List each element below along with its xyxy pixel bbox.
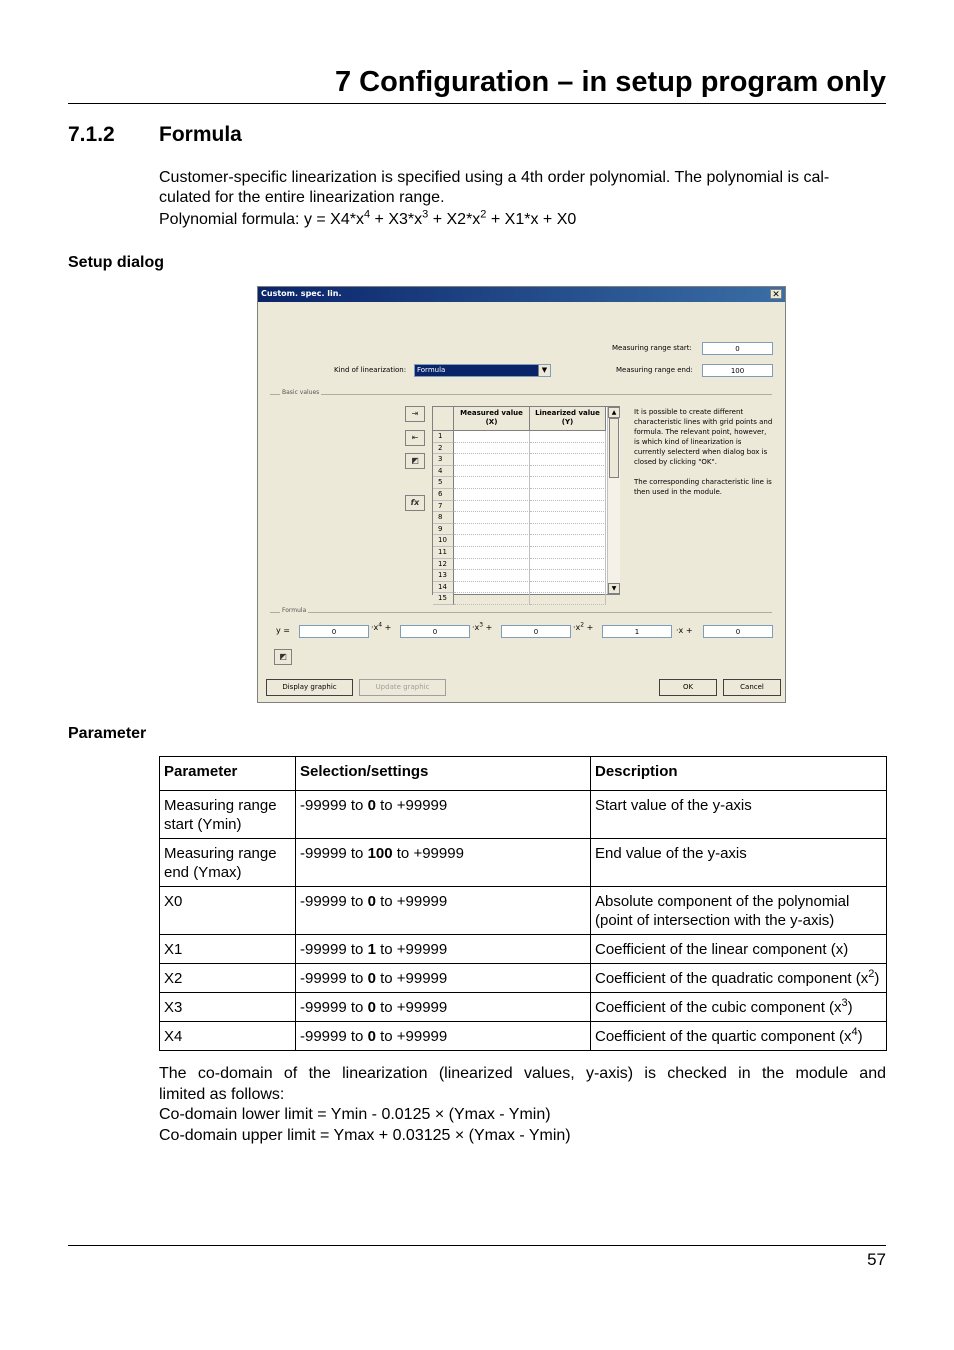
chart-icon: ◩ bbox=[411, 456, 419, 465]
grid-cell-y[interactable] bbox=[530, 431, 606, 443]
grid-cell-y[interactable] bbox=[530, 443, 606, 455]
insert-row-icon: ⇥ bbox=[411, 409, 419, 418]
range-max: to +99999 bbox=[375, 797, 448, 814]
grid-cell-x[interactable] bbox=[454, 477, 530, 489]
section-title: Formula bbox=[159, 123, 242, 146]
outro-line-4: Co-domain upper limit = Ymax + 0.03125 × (Ymax - Ymin) bbox=[159, 1126, 571, 1144]
formula-mid1: + X3*x bbox=[370, 211, 423, 228]
codomain-text bbox=[159, 1064, 886, 1146]
polynomial-formula bbox=[159, 210, 886, 230]
x1-op: ·x + bbox=[676, 626, 693, 635]
cell-selection bbox=[296, 964, 591, 993]
range-max: to +99999 bbox=[392, 845, 464, 862]
default-value: 100 bbox=[367, 845, 393, 862]
section-number: 7.1.2 bbox=[68, 123, 115, 146]
grid-cell-x[interactable] bbox=[454, 431, 530, 443]
range-min: -99999 to bbox=[300, 845, 368, 862]
grid-row-number: 12 bbox=[433, 559, 454, 571]
default-value: 0 bbox=[367, 970, 376, 987]
x2-op: ·x bbox=[573, 623, 581, 632]
grid-cell-y[interactable] bbox=[530, 477, 606, 489]
chevron-down-icon[interactable]: ▼ bbox=[538, 365, 550, 376]
info-text bbox=[634, 407, 774, 507]
x3-input[interactable] bbox=[400, 625, 470, 638]
scroll-down-icon[interactable]: ▼ bbox=[608, 583, 620, 594]
header-description: Description bbox=[591, 757, 887, 791]
cell-parameter: X4 bbox=[160, 1022, 296, 1051]
y-equals-label: y = bbox=[276, 626, 290, 635]
outro-line-1: The co-domain of the linearization (linearized values, y-axis) is checked in the module and bbox=[159, 1065, 886, 1082]
x4-op: ·x bbox=[371, 623, 379, 632]
grid-cell-y[interactable] bbox=[530, 466, 606, 478]
grid-cell-x[interactable] bbox=[454, 501, 530, 513]
range-start-input[interactable] bbox=[702, 342, 773, 355]
cell-selection bbox=[296, 1022, 591, 1051]
grid-cell-y[interactable] bbox=[530, 547, 606, 559]
plus-sign: + bbox=[384, 623, 392, 632]
cell-parameter: X2 bbox=[160, 964, 296, 993]
dialog-title: Custom. spec. lin. bbox=[261, 289, 342, 298]
x4-exp: 4 bbox=[378, 621, 383, 629]
default-value: 0 bbox=[367, 1028, 376, 1045]
header-selection: Selection/settings bbox=[296, 757, 591, 791]
table-row bbox=[160, 887, 887, 935]
cell-parameter: X0 bbox=[160, 887, 296, 935]
grid-cell-x[interactable] bbox=[454, 559, 530, 571]
chart-icon: ◩ bbox=[279, 652, 287, 661]
grid-cell-y[interactable] bbox=[530, 524, 606, 536]
grid-cell-x[interactable] bbox=[454, 593, 530, 605]
table-row bbox=[160, 935, 887, 964]
grid-col-x: Measured value (X) bbox=[454, 407, 530, 431]
kind-select[interactable] bbox=[414, 364, 551, 377]
range-max: to +99999 bbox=[375, 941, 448, 958]
kind-select-value: Formula bbox=[417, 366, 446, 374]
cell-description bbox=[591, 964, 887, 993]
parameter-table-body bbox=[160, 791, 887, 1051]
custom-spec-lin-dialog bbox=[257, 286, 786, 703]
range-max: to +99999 bbox=[375, 999, 448, 1016]
header-rule bbox=[68, 103, 886, 104]
grid-cell-x[interactable] bbox=[454, 454, 530, 466]
dialog-titlebar bbox=[258, 287, 785, 302]
grid-cell-y[interactable] bbox=[530, 535, 606, 547]
grid-row-number: 13 bbox=[433, 570, 454, 582]
range-min: -99999 to bbox=[300, 797, 368, 814]
description-text: Coefficient of the linear component (x) bbox=[595, 941, 849, 958]
cell-selection bbox=[296, 935, 591, 964]
range-end-input[interactable] bbox=[702, 364, 773, 377]
description-end: ) bbox=[847, 999, 853, 1016]
range-max: to +99999 bbox=[375, 970, 448, 987]
description-end: ) bbox=[857, 1028, 863, 1045]
formula-prefix: Polynomial formula: y = X4*x bbox=[159, 211, 364, 228]
grid-row-number: 9 bbox=[433, 524, 454, 536]
parameter-heading: Parameter bbox=[68, 725, 147, 742]
cell-description bbox=[591, 993, 887, 1022]
info-paragraph-1: It is possible to create different characteristic lines with grid points and formula. The relevant point, however, is which kind of linearization is currently selecterd when dialog box is closed by clicking "OK". bbox=[634, 408, 773, 466]
x4-input[interactable] bbox=[299, 625, 369, 638]
intro-line-2: culated for the entire linearization range. bbox=[159, 189, 445, 206]
function-button[interactable] bbox=[405, 495, 425, 511]
basic-values-grid[interactable] bbox=[432, 406, 620, 603]
description-text: Coefficient of the quartic component (x bbox=[595, 1028, 852, 1045]
grid-cell-x[interactable] bbox=[454, 512, 530, 524]
grid-cell-x[interactable] bbox=[454, 489, 530, 501]
description-text: End value of the y-axis bbox=[595, 845, 747, 862]
range-min: -99999 to bbox=[300, 999, 368, 1016]
description-end: ) bbox=[874, 970, 880, 987]
insert-row-button[interactable] bbox=[405, 406, 425, 422]
cell-parameter: X3 bbox=[160, 993, 296, 1022]
formula-chart-button[interactable] bbox=[274, 649, 292, 665]
default-value: 0 bbox=[367, 999, 376, 1016]
grid-row-number: 10 bbox=[433, 535, 454, 547]
description-text: Coefficient of the quadratic component (x bbox=[595, 970, 869, 987]
range-min: -99999 to bbox=[300, 941, 368, 958]
x2-term bbox=[573, 623, 593, 632]
grid-corner bbox=[433, 407, 454, 431]
cell-description bbox=[591, 1022, 887, 1051]
table-row bbox=[160, 839, 887, 887]
description-text: Absolute component of the polynomial (point of intersection with the y-axis) bbox=[595, 893, 850, 929]
scroll-up-icon[interactable]: ▲ bbox=[608, 407, 620, 418]
header-parameter: Parameter bbox=[160, 757, 296, 791]
grid-row-number: 3 bbox=[433, 454, 454, 466]
chart-button[interactable] bbox=[405, 453, 425, 469]
grid-row-number: 6 bbox=[433, 489, 454, 501]
description-exp: 3 bbox=[841, 997, 848, 1009]
cell-selection bbox=[296, 839, 591, 887]
cell-selection bbox=[296, 993, 591, 1022]
cell-description bbox=[591, 791, 887, 839]
scroll-thumb[interactable] bbox=[609, 418, 619, 478]
kind-label: Kind of linearization: bbox=[334, 366, 407, 374]
formula-exp3: 3 bbox=[422, 208, 429, 221]
grid-row-number: 1 bbox=[433, 431, 454, 443]
x1-input[interactable] bbox=[602, 625, 672, 638]
default-value: 0 bbox=[367, 797, 376, 814]
grid-cell-x[interactable] bbox=[454, 547, 530, 559]
cell-description bbox=[591, 887, 887, 935]
grid-cell-y[interactable] bbox=[530, 454, 606, 466]
cell-parameter: X1 bbox=[160, 935, 296, 964]
grid-row-number: 11 bbox=[433, 547, 454, 559]
range-max: to +99999 bbox=[375, 1028, 448, 1045]
delete-row-icon: ⇤ bbox=[411, 433, 419, 442]
update-graphic-button[interactable]: Update graphic bbox=[359, 679, 446, 696]
x0-input[interactable] bbox=[703, 625, 773, 638]
range-max: to +99999 bbox=[375, 893, 448, 910]
x3-op: ·x bbox=[472, 623, 480, 632]
outro-line-3: Co-domain lower limit = Ymin - 0.0125 × (Ymax - Ymin) bbox=[159, 1106, 551, 1123]
table-row bbox=[160, 791, 887, 839]
formula-exp2: 2 bbox=[480, 208, 487, 221]
description-exp: 2 bbox=[868, 968, 875, 980]
x2-exp: 2 bbox=[580, 621, 585, 629]
range-min: -99999 to bbox=[300, 970, 368, 987]
grid-scrollbar[interactable] bbox=[607, 407, 620, 594]
cell-selection bbox=[296, 791, 591, 839]
page-number: 57 bbox=[867, 1250, 886, 1269]
grid-cell-y[interactable] bbox=[530, 489, 606, 501]
ok-button[interactable]: OK bbox=[659, 679, 717, 696]
grid-cell-y[interactable] bbox=[530, 559, 606, 571]
cell-description bbox=[591, 839, 887, 887]
cell-description bbox=[591, 935, 887, 964]
grid-cell-y[interactable] bbox=[530, 582, 606, 594]
grid-row-number: 4 bbox=[433, 466, 454, 478]
cell-parameter: Measuring range end (Ymax) bbox=[160, 839, 296, 887]
grid-cell-x[interactable] bbox=[454, 582, 530, 594]
grid-cell-y[interactable] bbox=[530, 570, 606, 582]
info-paragraph-2: The corresponding characteristic line is then used in the module. bbox=[634, 478, 772, 496]
grid-cell-x[interactable] bbox=[454, 466, 530, 478]
range-end-label: Measuring range end: bbox=[616, 366, 693, 374]
formula-divider bbox=[270, 612, 772, 613]
grid-row-number: 2 bbox=[433, 443, 454, 455]
grid-row-number: 5 bbox=[433, 477, 454, 489]
close-button[interactable] bbox=[770, 289, 782, 299]
grid-cell-x[interactable] bbox=[454, 535, 530, 547]
close-icon: ✕ bbox=[772, 290, 780, 300]
table-row bbox=[160, 993, 887, 1022]
default-value: 1 bbox=[367, 941, 376, 958]
x2-input[interactable] bbox=[501, 625, 571, 638]
delete-row-button[interactable] bbox=[405, 430, 425, 446]
setup-dialog-heading: Setup dialog bbox=[68, 254, 164, 271]
plus-sign: + bbox=[586, 623, 594, 632]
intro-line-1: Customer-specific linearization is specified using a 4th order polynomial. The polynomial is cal- bbox=[159, 169, 830, 186]
grid-col-y: Linearized value (Y) bbox=[530, 407, 606, 431]
grid-row-number: 14 bbox=[433, 582, 454, 594]
range-start-label: Measuring range start: bbox=[612, 344, 692, 352]
grid-row-number: 15 bbox=[433, 593, 454, 605]
table-header-row bbox=[160, 757, 887, 791]
table-row bbox=[160, 1022, 887, 1051]
formula-group-label: Formula bbox=[282, 607, 307, 614]
formula-mid2: + X2*x bbox=[428, 211, 481, 228]
grid-cell-y[interactable] bbox=[530, 593, 606, 605]
display-graphic-button[interactable]: Display graphic bbox=[266, 679, 353, 696]
grid-cell-x[interactable] bbox=[454, 570, 530, 582]
cell-selection bbox=[296, 887, 591, 935]
basic-values-divider bbox=[270, 394, 772, 395]
description-exp: 4 bbox=[851, 1026, 858, 1038]
parameter-table bbox=[159, 756, 887, 1051]
basic-values-label: Basic values bbox=[282, 389, 320, 396]
cell-parameter: Measuring range start (Ymin) bbox=[160, 791, 296, 839]
table-row bbox=[160, 964, 887, 993]
function-icon: fx bbox=[410, 498, 420, 507]
x3-exp: 3 bbox=[479, 621, 484, 629]
x3-term bbox=[472, 623, 492, 632]
description-text: Coefficient of the cubic component (x bbox=[595, 999, 842, 1016]
grid-cell-x[interactable] bbox=[454, 443, 530, 455]
formula-end: + X1*x + X0 bbox=[486, 211, 577, 228]
formula-exp4: 4 bbox=[363, 208, 371, 221]
cancel-button[interactable]: Cancel bbox=[723, 679, 781, 696]
grid-row-number: 7 bbox=[433, 501, 454, 513]
grid-row-number: 8 bbox=[433, 512, 454, 524]
outro-line-2: limited as follows: bbox=[159, 1085, 285, 1103]
grid-cell-x[interactable] bbox=[454, 524, 530, 536]
chapter-title: 7 Configuration – in setup program only bbox=[334, 66, 886, 98]
grid-cell-y[interactable] bbox=[530, 501, 606, 513]
description-text: Start value of the y-axis bbox=[595, 797, 752, 814]
plus-sign: + bbox=[485, 623, 493, 632]
default-value: 0 bbox=[367, 893, 376, 910]
range-min: -99999 to bbox=[300, 1028, 368, 1045]
x4-term bbox=[371, 623, 391, 632]
footer-rule bbox=[68, 1245, 886, 1246]
range-min: -99999 to bbox=[300, 893, 368, 910]
grid-cell-y[interactable] bbox=[530, 512, 606, 524]
